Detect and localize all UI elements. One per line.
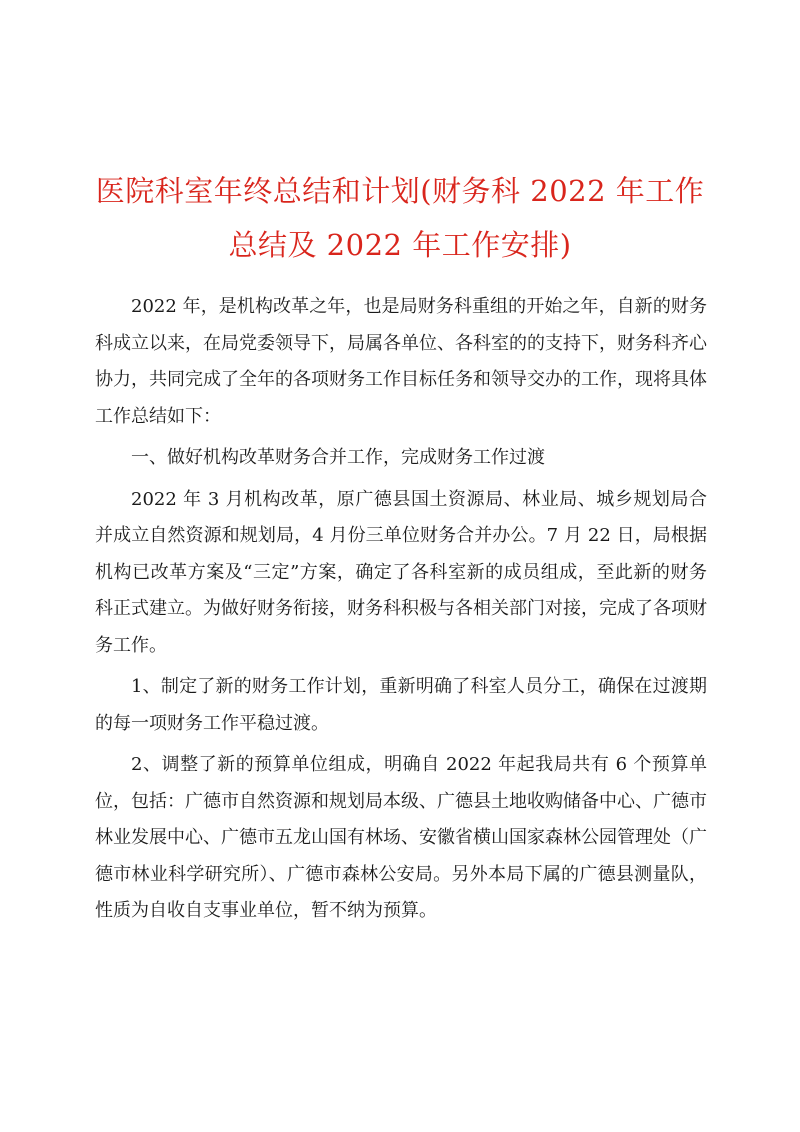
title-line-1: 医院科室年终总结和计划(财务科 2022 年工作: [95, 174, 705, 208]
section-heading-1: 一、做好机构改革财务合并工作，完成财务工作过渡: [131, 447, 545, 468]
document-body: [95, 289, 707, 935]
list-item-2: 2、调整了新的预算单位组成，明确自 2022 年起我局共有 6 个预算单位，包括：广德市自然资源和规划局本级、广德县土地收购储备中心、广德市林业发展中心、广德市五龙山国有林场、安徽省横山国家森林公园管理处（广德市林业科学研究所）、广德市森林公安局。另外本局下属的广德县测量队，性质为自收自支事业单位，暂不纳为预算。: [95, 754, 707, 921]
document-title: [95, 164, 705, 272]
paragraph-intro: 2022 年，是机构改革之年，也是局财务科重组的开始之年，自新的财务科成立以来，在局党委领导下，局属各单位、各科室的的支持下，财务科齐心协力，共同完成了全年的各项财务工作目标任务和领导交办的工作，现将具体工作总结如下：: [95, 296, 707, 427]
title-line-2: 总结及 2022 年工作安排): [228, 228, 572, 262]
list-item-1: 1、制定了新的财务工作计划，重新明确了科室人员分工，确保在过渡期的每一项财务工作平稳过渡。: [95, 676, 707, 734]
paragraph-restructure: 2022 年 3 月机构改革，原广德县国土资源局、林业局、城乡规划局合并成立自然资源和规划局，4 月份三单位财务合并办公。7 月 22 日，局根据机构已改革方案及“三定”方案，确定了各科室新的成员组成，至此新的财务科正式建立。为做好财务衔接，财务科积极与各相关部门对接，完成了各项财务工作。: [95, 488, 707, 656]
